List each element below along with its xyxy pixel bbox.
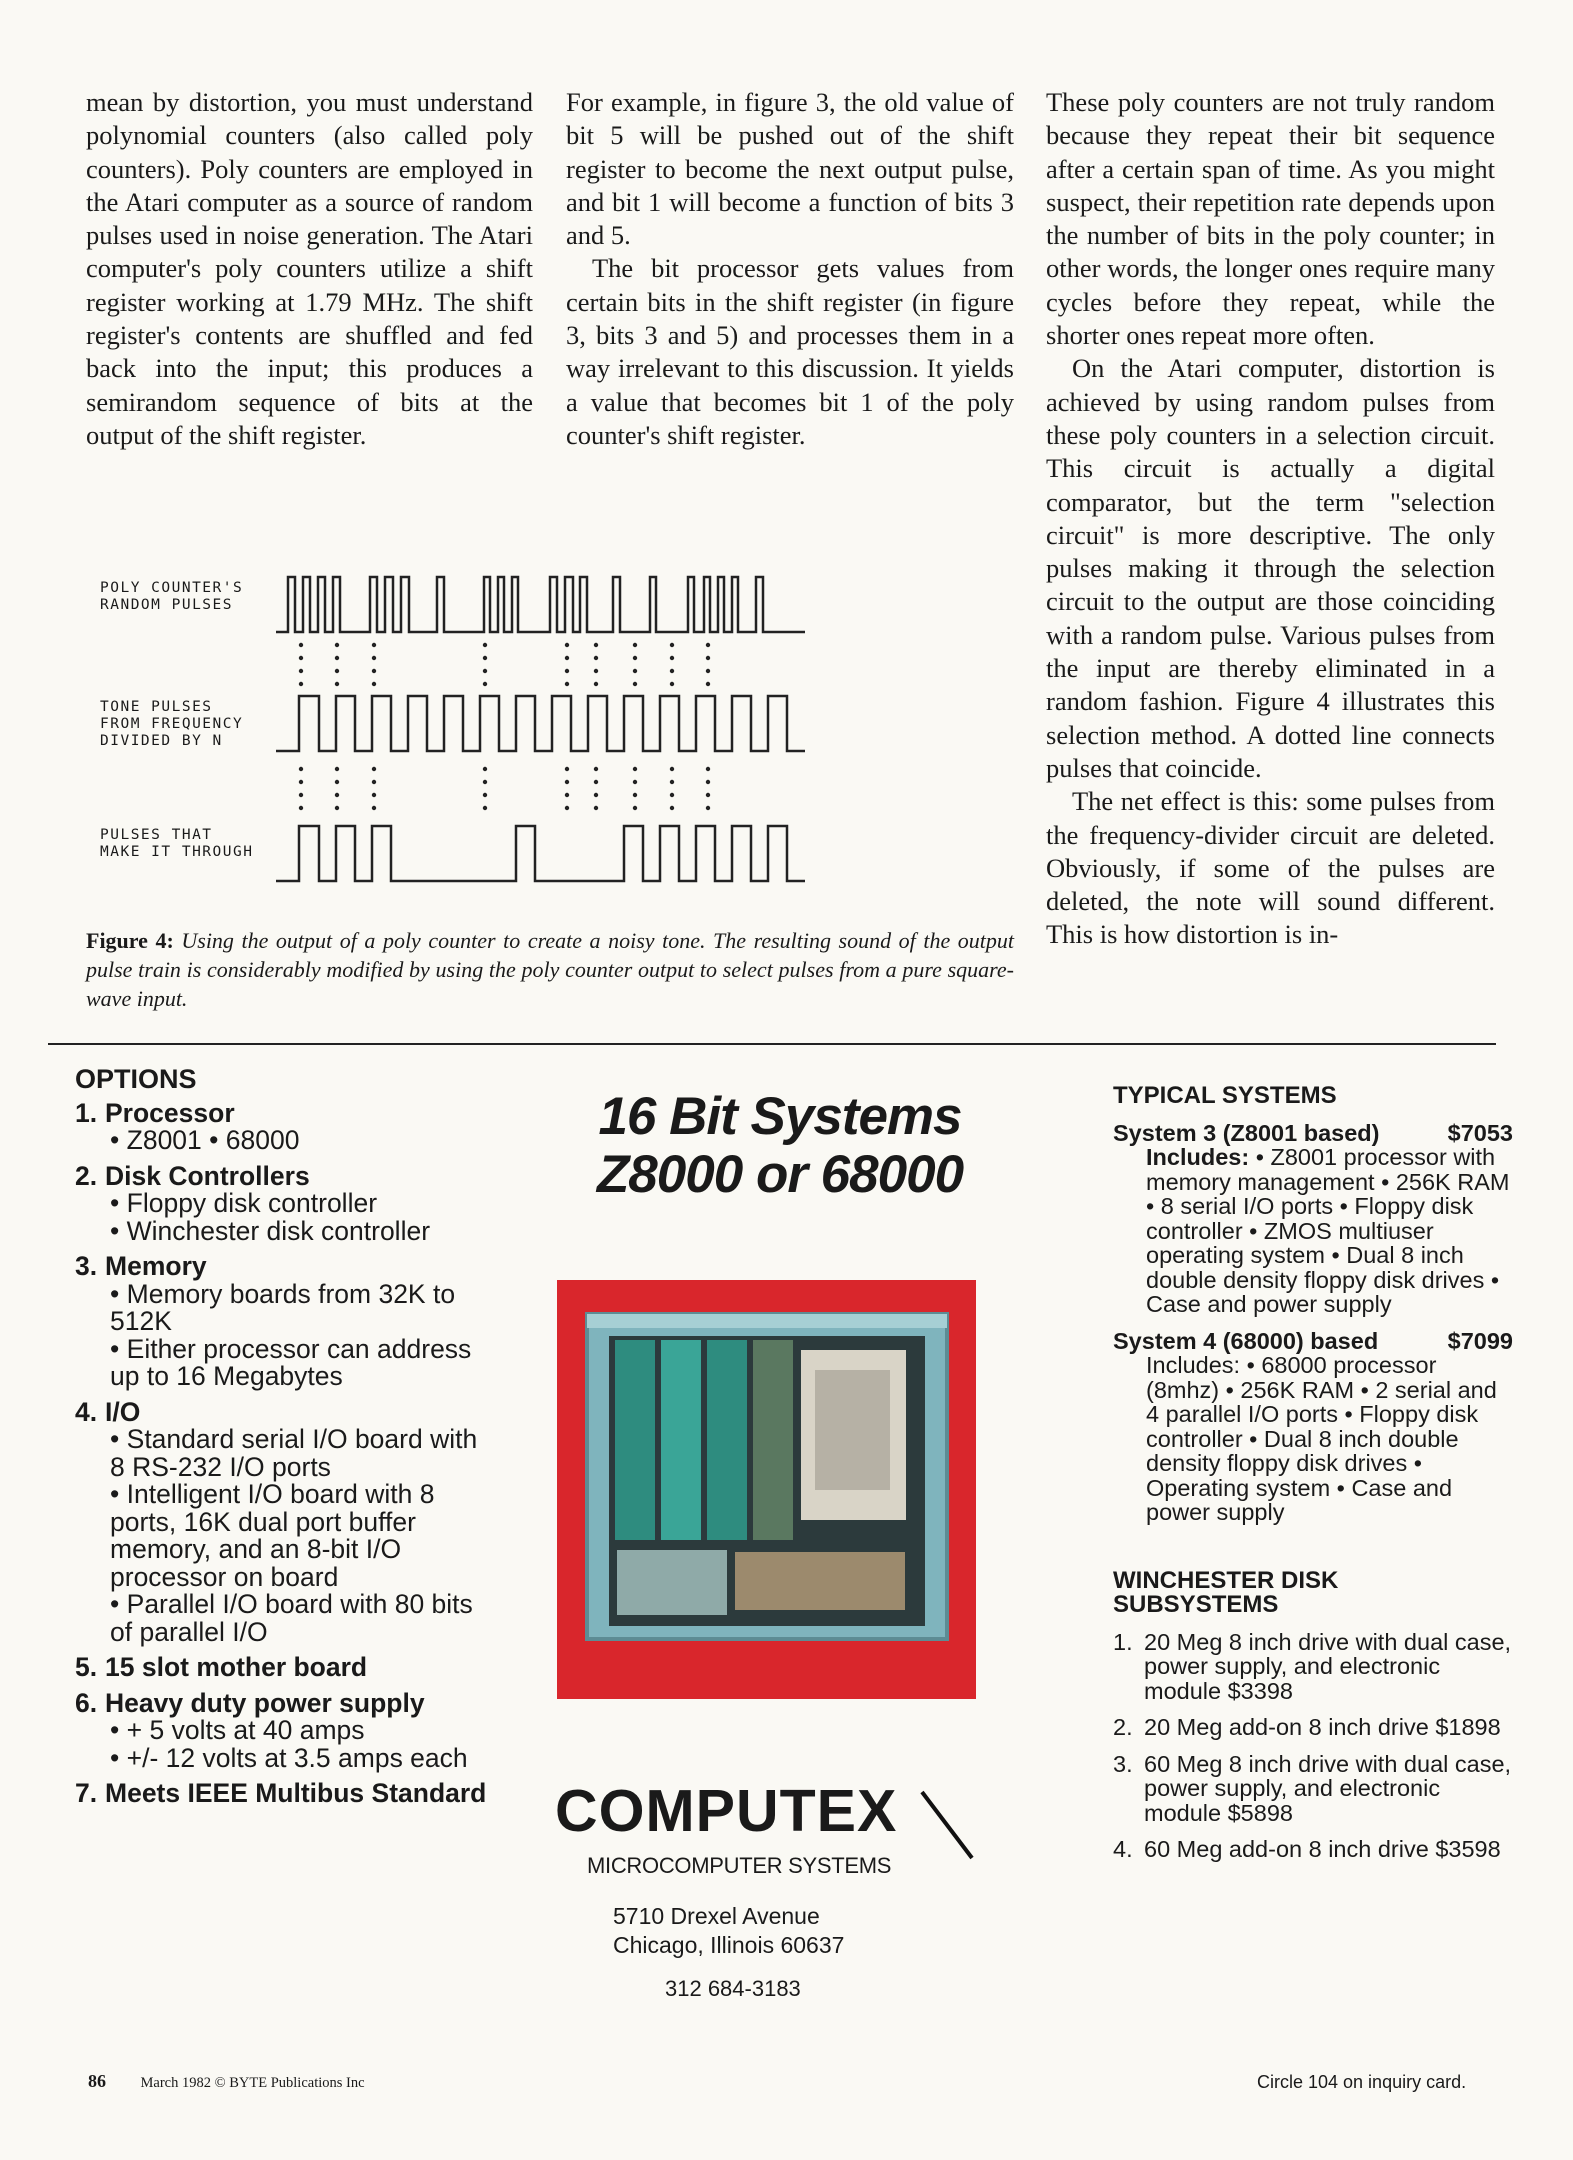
option-item — [75, 1654, 495, 1682]
option-title: 5. 15 slot mother board — [75, 1652, 368, 1682]
address-line-2: Chicago, Illinois 60637 — [613, 1932, 845, 1958]
winchester-item: 1. 20 Meg 8 inch drive with dual case, power supply, and electronic module $3398 — [1113, 1628, 1512, 1704]
dots-upper — [299, 643, 710, 686]
caption-text: Using the output of a poly counter to create a noisy tone. The resulting sound of the output pulse train is considerably modified by using the poly counter output to select pulses from a pure square-wave input. — [86, 928, 1014, 1011]
waveforms — [80, 555, 1010, 905]
address-line-1: 5710 Drexel Avenue — [613, 1903, 820, 1929]
option-title: 2. Disk Controllers — [75, 1160, 310, 1191]
inquiry-card-note: Circle 104 on inquiry card. — [1257, 2072, 1467, 2092]
system-3-name: System 3 (Z8001 based) — [1113, 1119, 1380, 1146]
page-footer-left — [88, 2071, 365, 2092]
system-4-price: $7099 — [1447, 1327, 1513, 1354]
option-detail: • Intelligent I/O board with 8 ports, 16K dual port buffer memory, and an 8-bit I/O processor on board — [110, 1479, 435, 1592]
winchester-item: 4. 60 Meg add-on 8 inch drive $3598 — [1113, 1836, 1501, 1862]
option-title: 7. Meets IEEE Multibus Standard — [75, 1778, 487, 1808]
label-output-pulses: PULSES THAT MAKE IT THROUGH — [100, 827, 254, 860]
system-3-price: $7053 — [1447, 1119, 1513, 1146]
system-3-includes-label: Includes: — [1146, 1144, 1250, 1170]
winchester-item: 3. 60 Meg 8 inch drive with dual case, power supply, and electronic module $5898 — [1113, 1750, 1512, 1826]
option-item — [75, 1253, 495, 1391]
option-item — [75, 1780, 495, 1808]
system-4-heading — [1113, 1329, 1513, 1354]
system-3-heading — [1113, 1121, 1513, 1146]
figure-4-timing-diagram — [80, 555, 1010, 905]
coincidence-dots — [299, 643, 710, 810]
waveform-tone-pulses — [276, 696, 805, 751]
ad-headline: 16 Bit Systems Z8000 or 68000 — [596, 1087, 964, 1204]
option-detail: • Winchester disk controller — [110, 1215, 431, 1246]
system-3-description — [1113, 1145, 1513, 1317]
brand-subtitle: MICROCOMPUTER SYSTEMS — [587, 1853, 892, 1878]
options-list — [75, 1097, 495, 1808]
option-item — [75, 1097, 495, 1155]
computer-chassis-image — [557, 1280, 976, 1699]
label-tone-pulses: TONE PULSES FROM FREQUENCY DIVIDED BY N — [100, 699, 244, 749]
option-title: 3. Memory — [75, 1251, 207, 1281]
waveform-output-pulses — [276, 826, 805, 881]
article-paragraph: The bit processor gets values from certain bits in the shift register (in figure 3, bits 3 and 5) and processes them in a way irrelevant to this discussion. It yields a value that becomes bit 1 of the poly counter's shift register. — [566, 253, 1014, 450]
label-random-pulses: POLY COUNTER'S RANDOM PULSES — [100, 580, 244, 613]
option-detail: • Z8001 • 68000 — [110, 1125, 300, 1155]
system-4-name: System 4 (68000) based — [1113, 1327, 1379, 1354]
system-3-details: • Z8001 processor with memory management • 256K RAM • 8 serial I/O ports • Floppy disk controller • ZMOS multiuser operating system • Dual 8 inch double density floppy disk drives • Case and power supply — [1146, 1144, 1510, 1317]
article-paragraph: For example, in figure 3, the old value of bit 5 will be pushed out of the shift register to become the next output pulse, and bit 1 will become a function of bits 3 and 5. — [566, 87, 1014, 251]
winchester-list — [1113, 1630, 1513, 1862]
options-title: OPTIONS — [75, 1064, 197, 1094]
brand-logo: COMPUTEX — [555, 1778, 898, 1844]
option-detail: • Parallel I/O board with 80 bits of parallel I/O — [110, 1589, 473, 1647]
winchester-title: WINCHESTER DISK SUBSYSTEMS — [1113, 1566, 1339, 1618]
option-detail: • Memory boards from 32K to 512K — [110, 1278, 456, 1336]
option-item — [75, 1160, 495, 1246]
typical-systems-title: TYPICAL SYSTEMS — [1113, 1082, 1337, 1109]
option-title: 6. Heavy duty power supply — [75, 1687, 425, 1718]
article-paragraph: mean by distortion, you must understand polynomial counters (also called poly counters). Poly counters are employed in the Atari computer as a source of random pulses used in noise generation. The Atari computer's poly counters utilize a shift register working at 1.79 MHz. The shift register's contents are shuffled and fed back into the input; this produces a semirandom sequence of bits at the output of the shift register. — [86, 87, 533, 450]
article-paragraph: On the Atari computer, distortion is achieved by using random pulses from these poly counters in a selection circuit. This circuit is actually a digital comparator, but the term "selection circuit" is more descriptive. The only pulses making it through the selection circuit to the output are those coinciding with a random pulse. Various pulses from the input are thereby eliminated in a random fashion. Figure 4 illustrates this selection method. A dotted line connects pulses that coincide. — [1046, 353, 1495, 783]
option-detail: • Floppy disk controller — [110, 1188, 378, 1218]
ad-options — [75, 1066, 495, 1816]
option-item — [75, 1396, 495, 1647]
option-detail: • Either processor can address up to 16 Megabytes — [110, 1333, 472, 1391]
article-column-3 — [1046, 86, 1495, 952]
option-detail: • + 5 volts at 40 amps — [110, 1715, 365, 1745]
typical-systems — [1113, 1084, 1513, 1874]
option-item — [75, 1687, 495, 1773]
option-title: 1. Processor — [75, 1097, 235, 1128]
article-paragraph: These poly counters are not truly random because they repeat their bit sequence after a certain span of time. As you might suspect, their repetition rate depends upon the number of bits in the poly counter; in other words, the longer ones require many cycles before they repeat, while the shorter ones repeat more often. — [1046, 87, 1495, 351]
page-number: 86 — [88, 2071, 106, 2091]
article-paragraph: The net effect is this: some pulses from the frequency-divider circuit are deleted. Obviously, if some of the pulses are deleted, the note will sound different. This is how distortion is in- — [1046, 786, 1495, 950]
option-detail: • +/- 12 volts at 3.5 amps each — [110, 1742, 468, 1773]
system-4-description: Includes: • 68000 processor (8mhz) • 256K RAM • 2 serial and 4 parallel I/O ports • Floppy disk controller • Dual 8 inch double density floppy disk drives • Operating system • Case and power supply — [1146, 1352, 1497, 1525]
winchester-item: 2. 20 Meg add-on 8 inch drive $1898 — [1113, 1714, 1501, 1740]
dots-lower — [299, 767, 710, 810]
waveform-random-pulses — [276, 577, 805, 632]
section-divider — [48, 1043, 1496, 1045]
caption-label: Figure 4: — [86, 928, 174, 953]
product-photo — [557, 1280, 976, 1699]
logo-slash-mark — [920, 1790, 980, 1860]
figure-caption — [86, 926, 1014, 1013]
option-detail: • Standard serial I/O board with 8 RS-232 I/O ports — [110, 1424, 478, 1482]
option-title: 4. I/O — [75, 1396, 141, 1427]
publication-credit: March 1982 © BYTE Publications Inc — [140, 2075, 365, 2091]
phone-number: 312 684-3183 — [665, 1976, 801, 2001]
article-column-1 — [86, 86, 533, 452]
article-column-2 — [566, 86, 1014, 452]
